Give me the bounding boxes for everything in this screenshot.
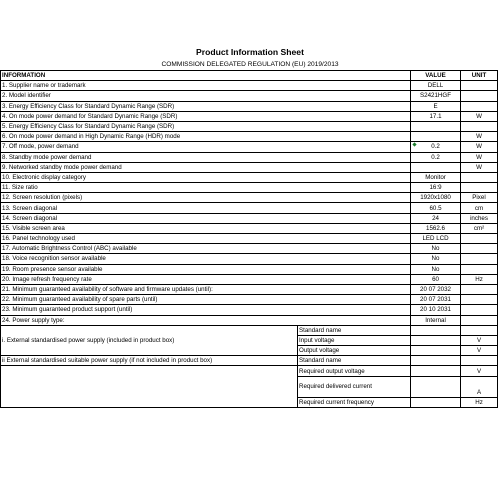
- table-row: [1, 315, 498, 325]
- row-value: 1562.6: [411, 223, 461, 233]
- row-information: 9. Networked standby mode power demand: [1, 162, 411, 172]
- table-row: [1, 284, 498, 294]
- table-row: [1, 81, 498, 91]
- table-row: [1, 274, 498, 284]
- table-row: [1, 142, 498, 152]
- table-row: [1, 101, 498, 111]
- psu-external-label: ii External standardised suitable power supply (if not included in product box): [1, 356, 298, 366]
- row-value: 20 10 2031: [411, 305, 461, 315]
- row-unit: W: [461, 142, 498, 152]
- row-value: [411, 121, 461, 131]
- psu-param-name: Output voltage: [298, 346, 411, 356]
- psu-internal-row: [1, 325, 498, 335]
- psu-param-unit: Hz: [461, 397, 498, 407]
- row-unit: [461, 81, 498, 91]
- row-unit: [461, 315, 498, 325]
- psu-internal-row: [1, 356, 498, 366]
- psu-param-unit: [461, 325, 498, 335]
- psu-param-unit: V: [461, 346, 498, 356]
- row-value: [411, 132, 461, 142]
- table-row: [1, 254, 498, 264]
- row-value: 60.5: [411, 203, 461, 213]
- row-information: 6. On mode power demand in High Dynamic Range (HDR) mode: [1, 132, 411, 142]
- psu-param-unit: [461, 356, 498, 366]
- table-row: [1, 172, 498, 182]
- row-value: E: [411, 101, 461, 111]
- row-unit: [461, 264, 498, 274]
- row-value: Internal: [411, 315, 461, 325]
- row-value: No: [411, 244, 461, 254]
- row-information: 14. Screen diagonal: [1, 213, 411, 223]
- row-value: S2421HGF: [411, 91, 461, 101]
- psu-param-name: Standard name: [298, 325, 411, 335]
- row-value: 1920x1080: [411, 193, 461, 203]
- row-unit: [461, 234, 498, 244]
- row-information: 15. Visible screen area: [1, 223, 411, 233]
- psu-internal-label: i. External standardised power supply (included in product box): [1, 325, 298, 356]
- row-value: 0.2: [411, 142, 461, 152]
- row-unit: Hz: [461, 274, 498, 284]
- table-row: [1, 183, 498, 193]
- row-value: 60: [411, 274, 461, 284]
- row-unit: W: [461, 152, 498, 162]
- header-information: INFORMATION: [1, 71, 411, 81]
- row-information: 8. Standby mode power demand: [1, 152, 411, 162]
- row-information: 3. Energy Efficiency Class for Standard Dynamic Range (SDR): [1, 101, 411, 111]
- table-row: [1, 162, 498, 172]
- row-information: 10. Electronic display category: [1, 172, 411, 182]
- table-row: [1, 264, 498, 274]
- psu-param-value: [411, 325, 461, 335]
- table-row: [1, 305, 498, 315]
- psu-param-name: Required current frequency: [298, 397, 411, 407]
- row-information: 19. Room presence sensor available: [1, 264, 411, 274]
- row-unit: [461, 91, 498, 101]
- row-value: 20 07 2031: [411, 295, 461, 305]
- psu-param-value: [411, 376, 461, 397]
- table-row: [1, 295, 498, 305]
- row-value: DELL: [411, 81, 461, 91]
- psu-param-value: [411, 346, 461, 356]
- row-information: 7. Off mode, power demand: [1, 142, 411, 152]
- header-value: VALUE: [411, 71, 461, 81]
- row-information: 1. Supplier name or trademark: [1, 81, 411, 91]
- row-unit: [461, 101, 498, 111]
- row-value: 20 07 2032: [411, 284, 461, 294]
- row-value: No: [411, 254, 461, 264]
- psu-param-name: Required output voltage: [298, 366, 411, 376]
- row-value: 16:9: [411, 183, 461, 193]
- row-unit: [461, 305, 498, 315]
- sheet-subtitle: COMMISSION DELEGATED REGULATION (EU) 2019/2013: [161, 61, 339, 68]
- row-information: 2. Model identifier: [1, 91, 411, 101]
- table-row: [1, 132, 498, 142]
- row-value: 17.1: [411, 111, 461, 121]
- row-value: 0.2: [411, 152, 461, 162]
- psu-param-name: Required delivered current: [298, 376, 411, 397]
- table-row: [1, 234, 498, 244]
- sheet-title: Product Information Sheet: [196, 47, 304, 57]
- information-table-body: [1, 71, 498, 408]
- table-header-row: [1, 71, 498, 81]
- row-unit: [461, 121, 498, 131]
- psu-param-unit: V: [461, 366, 498, 376]
- row-value: Monitor: [411, 172, 461, 182]
- row-value: [411, 162, 461, 172]
- row-value: LED LCD: [411, 234, 461, 244]
- psu-param-value: [411, 356, 461, 366]
- psu-external-label-cont: [1, 366, 298, 407]
- table-row: [1, 213, 498, 223]
- row-unit: [461, 172, 498, 182]
- psu-param-value: [411, 397, 461, 407]
- table-row: [1, 121, 498, 131]
- row-unit: [461, 295, 498, 305]
- row-information: 20. Image refresh frequency rate: [1, 274, 411, 284]
- row-unit: [461, 244, 498, 254]
- table-row: [1, 111, 498, 121]
- psu-param-unit: V: [461, 335, 498, 345]
- row-unit: [461, 183, 498, 193]
- row-information: 17. Automatic Brightness Control (ABC) available: [1, 244, 411, 254]
- row-unit: W: [461, 111, 498, 121]
- information-table: [0, 70, 498, 408]
- row-information: 24. Power supply type:: [1, 315, 411, 325]
- table-row: [1, 223, 498, 233]
- row-unit: Pixel: [461, 193, 498, 203]
- row-unit: cm: [461, 203, 498, 213]
- row-information: 21. Minimum guaranteed availability of software and firmware updates (until):: [1, 284, 411, 294]
- psu-external-row: [1, 366, 498, 376]
- psu-param-name: Input voltage: [298, 335, 411, 345]
- row-unit: W: [461, 162, 498, 172]
- row-information: 12. Screen resolution (pixels): [1, 193, 411, 203]
- psu-param-name: Standard name: [298, 356, 411, 366]
- row-unit: [461, 284, 498, 294]
- row-information: 18. Voice recognition sensor available: [1, 254, 411, 264]
- row-unit: W: [461, 132, 498, 142]
- row-information: 13. Screen diagonal: [1, 203, 411, 213]
- row-unit: inches: [461, 213, 498, 223]
- row-information: 16. Panel technology used: [1, 234, 411, 244]
- row-unit: cm²: [461, 223, 498, 233]
- row-unit: [461, 254, 498, 264]
- row-information: 11. Size ratio: [1, 183, 411, 193]
- table-row: [1, 203, 498, 213]
- psu-param-unit: A: [461, 376, 498, 397]
- row-information: 23. Minimum guaranteed product support (until): [1, 305, 411, 315]
- psu-param-value: [411, 335, 461, 345]
- table-row: [1, 193, 498, 203]
- row-value: No: [411, 264, 461, 274]
- header-unit: UNIT: [461, 71, 498, 81]
- row-value: 24: [411, 213, 461, 223]
- row-information: 5. Energy Efficiency Class for Standard Dynamic Range (SDR): [1, 121, 411, 131]
- row-information: 22. Minimum guaranteed availability of spare parts (until): [1, 295, 411, 305]
- table-row: [1, 152, 498, 162]
- table-row: [1, 244, 498, 254]
- psu-param-value: [411, 366, 461, 376]
- table-row: [1, 91, 498, 101]
- row-information: 4. On mode power demand for Standard Dynamic Range (SDR): [1, 111, 411, 121]
